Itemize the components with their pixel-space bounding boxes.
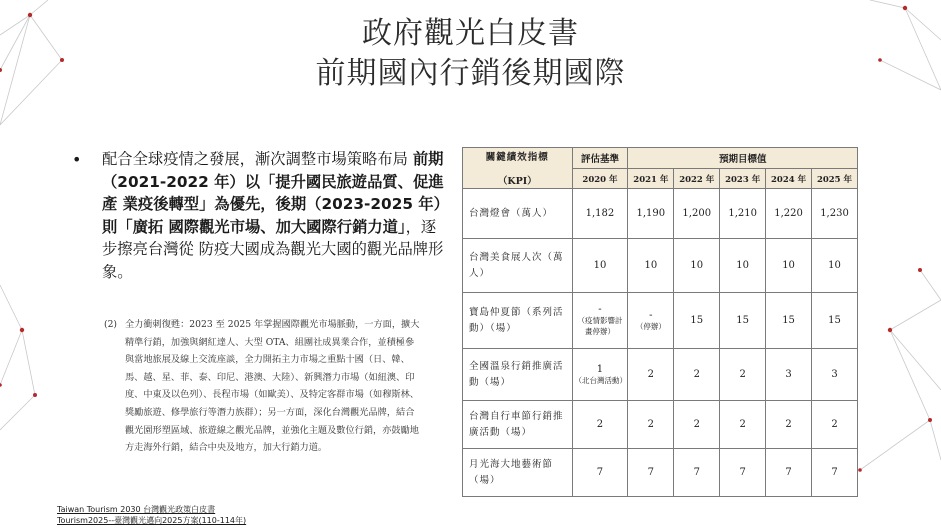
slide-title-line-2: 前期國內行銷後期國際: [315, 56, 626, 91]
table-row: [463, 449, 858, 497]
table-cell: 7: [720, 449, 766, 497]
cell-value: -: [649, 309, 653, 321]
table-cell: 7: [812, 449, 858, 497]
table-row: [463, 401, 858, 449]
row-label: 台灣美食展人次（萬人）: [463, 239, 573, 293]
table-cell: [572, 349, 628, 401]
cell-note: （疫情影響計畫停辦）: [577, 316, 623, 336]
kpi-header-cell: [463, 148, 573, 189]
kpi-table: [462, 147, 858, 497]
bullet-text-intro: 配合全球疫情之發展，漸次調整市場策略布局: [102, 150, 413, 168]
table-cell: 2: [766, 401, 812, 449]
table-cell: 10: [674, 239, 720, 293]
table-cell: 2: [720, 349, 766, 401]
table-row: [463, 293, 858, 349]
row-label: 台灣燈會（萬人）: [463, 189, 573, 239]
year-header: 2021 年: [628, 169, 674, 189]
table-cell: 2: [720, 401, 766, 449]
table-cell: 2: [628, 401, 674, 449]
table-cell: 10: [628, 239, 674, 293]
table-cell: 7: [766, 449, 812, 497]
table-cell: 2: [674, 401, 720, 449]
table-cell: 1,230: [812, 189, 858, 239]
paragraph-text: 全力衝刺復甦：2023 至 2025 年掌握國際觀光市場脈動，一方面，擴大精準行銷，加強與網紅達人、大型 OTA、組團社成異業合作，並積極參與當地旅展及線上交流座談，全力開拓主力市場之重點十國（日、韓、馬、越、星、菲、泰、印尼、港澳、大陸）、新興潛力市場（如紐澳、印度、中東及以色列）、長程市場（如歐美）、及特定客群市場（如穆斯林、獎勵旅遊、修學旅行等潛力族群）；另一方面，深化台灣觀光品牌，結合觀光園形塑區域、旅遊線之觀光品牌，並強化主題及數位行銷，亦鼓勵地方走海外行銷，結合中央及地方，加大行銷力道。: [125, 319, 420, 454]
table-cell: 15: [766, 293, 812, 349]
bullet-text-ending: ，逐步擦亮台灣從 防疫大國成為觀光大國的觀光品牌形象。: [102, 217, 444, 281]
table-cell: 10: [766, 239, 812, 293]
table-cell: 7: [572, 449, 628, 497]
table-cell: 3: [812, 349, 858, 401]
table-cell: 7: [674, 449, 720, 497]
cell-note: （停辦）: [635, 321, 666, 331]
kpi-header: 關鍵績效指標: [485, 152, 549, 163]
table-row: [463, 189, 858, 239]
year-header: 2023 年: [720, 169, 766, 189]
table-cell: [572, 293, 628, 349]
row-label: 全國溫泉行銷推廣活動（場）: [463, 349, 573, 401]
table-cell: 7: [628, 449, 674, 497]
table-cell: 2: [628, 349, 674, 401]
year-header: 2020 年: [572, 169, 628, 189]
table-cell: 10: [812, 239, 858, 293]
footer-source-link-2[interactable]: Tourism2025--臺灣觀光邁向2025方案(110-114年): [57, 516, 247, 525]
footer-source-link-1[interactable]: Taiwan Tourism 2030 台灣觀光政策白皮書: [57, 505, 216, 514]
table-cell: 1,220: [766, 189, 812, 239]
table-row: [463, 239, 858, 293]
bullet-text-emphasis: 前期（2021-2022 年）以「提升國民旅遊品質、促進產 業疫後轉型」為優先，後期（2023-2025 年）則「廣拓 國際觀光市場、加大國際行銷力道」: [102, 150, 444, 236]
table-cell: 15: [674, 293, 720, 349]
policy-paragraph: [104, 316, 420, 457]
kpi-subheader: （KPI）: [497, 176, 537, 187]
cell-note: （北台灣活動）: [574, 375, 628, 385]
bullet-marker: •: [72, 150, 82, 169]
table-cell: 2: [812, 401, 858, 449]
table-cell: 15: [812, 293, 858, 349]
table-cell: 10: [572, 239, 628, 293]
cell-value: -: [598, 304, 602, 315]
target-header: 預期目標值: [628, 148, 858, 169]
bullet-text: [102, 148, 444, 283]
year-header: 2022 年: [674, 169, 720, 189]
table-cell: 1,182: [572, 189, 628, 239]
year-header: 2025 年: [812, 169, 858, 189]
table-cell: 2: [674, 349, 720, 401]
table-cell: 10: [720, 239, 766, 293]
year-header: 2024 年: [766, 169, 812, 189]
bullet-point: [72, 148, 444, 283]
table-row: [463, 349, 858, 401]
row-label: 月光海大地藝術節（場）: [463, 449, 573, 497]
table-cell: 1,190: [628, 189, 674, 239]
table-cell: 15: [720, 293, 766, 349]
table-cell: 2: [572, 401, 628, 449]
baseline-header: 評估基準: [572, 148, 628, 169]
slide-title-line-1: 政府觀光白皮書: [362, 16, 579, 51]
table-cell: 1,200: [674, 189, 720, 239]
cell-value: 1: [596, 363, 604, 375]
table-cell: 3: [766, 349, 812, 401]
row-label: 台灣自行車節行銷推廣活動（場）: [463, 401, 573, 449]
table-cell: 1,210: [720, 189, 766, 239]
row-label: 寶島仲夏節（系列活動）（場）: [463, 293, 573, 349]
paragraph-number: (2): [104, 319, 118, 330]
table-cell: [628, 293, 674, 349]
